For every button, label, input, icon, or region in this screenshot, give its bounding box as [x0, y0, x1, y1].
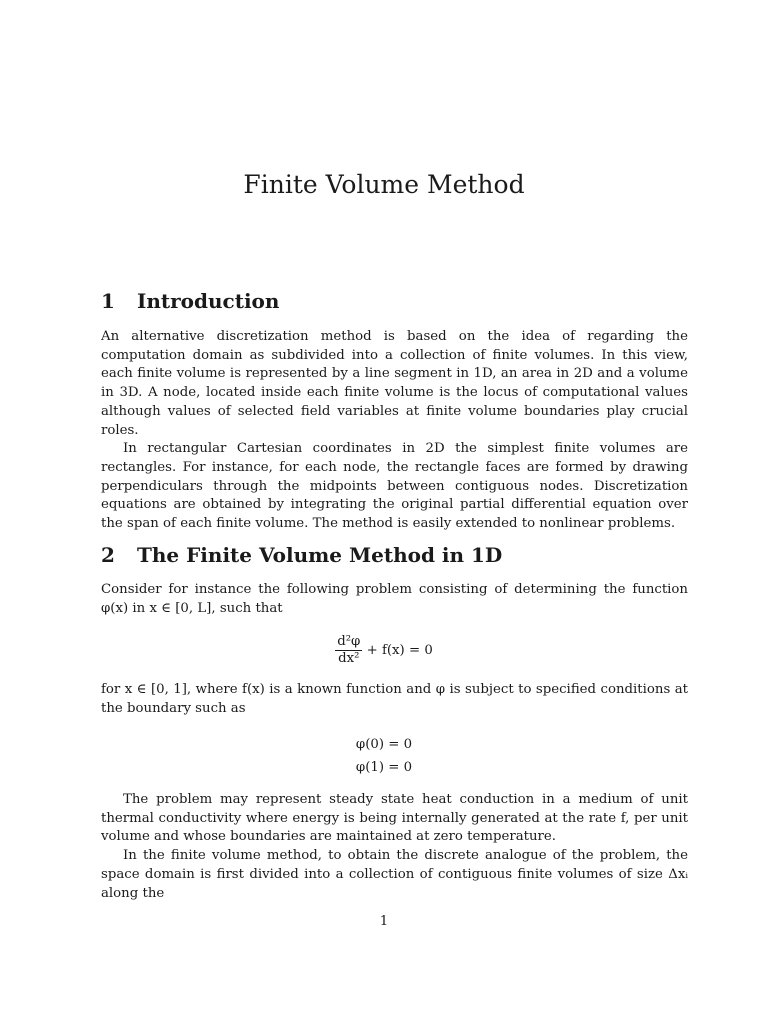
- section-title: The Finite Volume Method in 1D: [137, 543, 503, 567]
- paragraph: Consider for instance the following problem consisting of determining the function φ(x) in x ∈ [0, L], such that: [101, 582, 688, 616]
- section-title: Introduction: [137, 289, 280, 313]
- fraction-denominator: dx²: [338, 651, 360, 666]
- paragraph: An alternative discretization method is based on the idea of regarding the computation domain as subdivided into a collection of finite volumes. In this view, each finite volume is represented by a line segment in 1D, an area in 2D and a volume in 3D. A node, located inside each finite volume is the locus of computational values although values of selected field variables at finite volume boundaries play crucial roles.: [101, 329, 688, 438]
- equation-rest: + f(x) = 0: [366, 643, 433, 658]
- fvm-1d-body: [101, 791, 688, 903]
- governing-equation: [0, 634, 768, 667]
- section-heading-introduction: [101, 288, 279, 314]
- fraction-numerator: d²φ: [337, 634, 361, 649]
- boundary-paragraph: [101, 681, 688, 718]
- section-heading-fvm-1d: [101, 542, 502, 568]
- paragraph: for x ∈ [0, 1], where f(x) is a known function and φ is subject to specified conditions at the boundary such as: [101, 682, 688, 716]
- page-number: 1: [379, 914, 389, 929]
- section-number: 2: [101, 543, 115, 567]
- second-derivative-fraction: [335, 634, 362, 667]
- boundary-condition-2: φ(1) = 0: [355, 760, 413, 775]
- fvm-1d-intro-paragraph: [101, 581, 688, 618]
- section-number: 1: [101, 289, 115, 313]
- document-title: Finite Volume Method: [243, 170, 525, 199]
- paragraph: The problem may represent steady state heat conduction in a medium of unit thermal conductivity where energy is being internally generated at the rate f, per unit volume and whose boundaries are maintained at zero temperature.: [101, 792, 688, 845]
- introduction-body: [101, 328, 688, 534]
- paragraph: In rectangular Cartesian coordinates in 2D the simplest finite volumes are rectangles. For instance, for each node, the rectangle faces are formed by drawing perpendiculars through the midpoints between contiguous nodes. Discretization equations are obtained by integrating the original partial differential equation over the span of each finite volume. The method is easily extended to nonlinear problems.: [101, 441, 688, 532]
- boundary-condition-1: φ(0) = 0: [355, 737, 413, 752]
- paragraph: In the finite volume method, to obtain the discrete analogue of the problem, the space domain is first divided into a collection of contiguous finite volumes of size Δxᵢ along the: [101, 848, 688, 901]
